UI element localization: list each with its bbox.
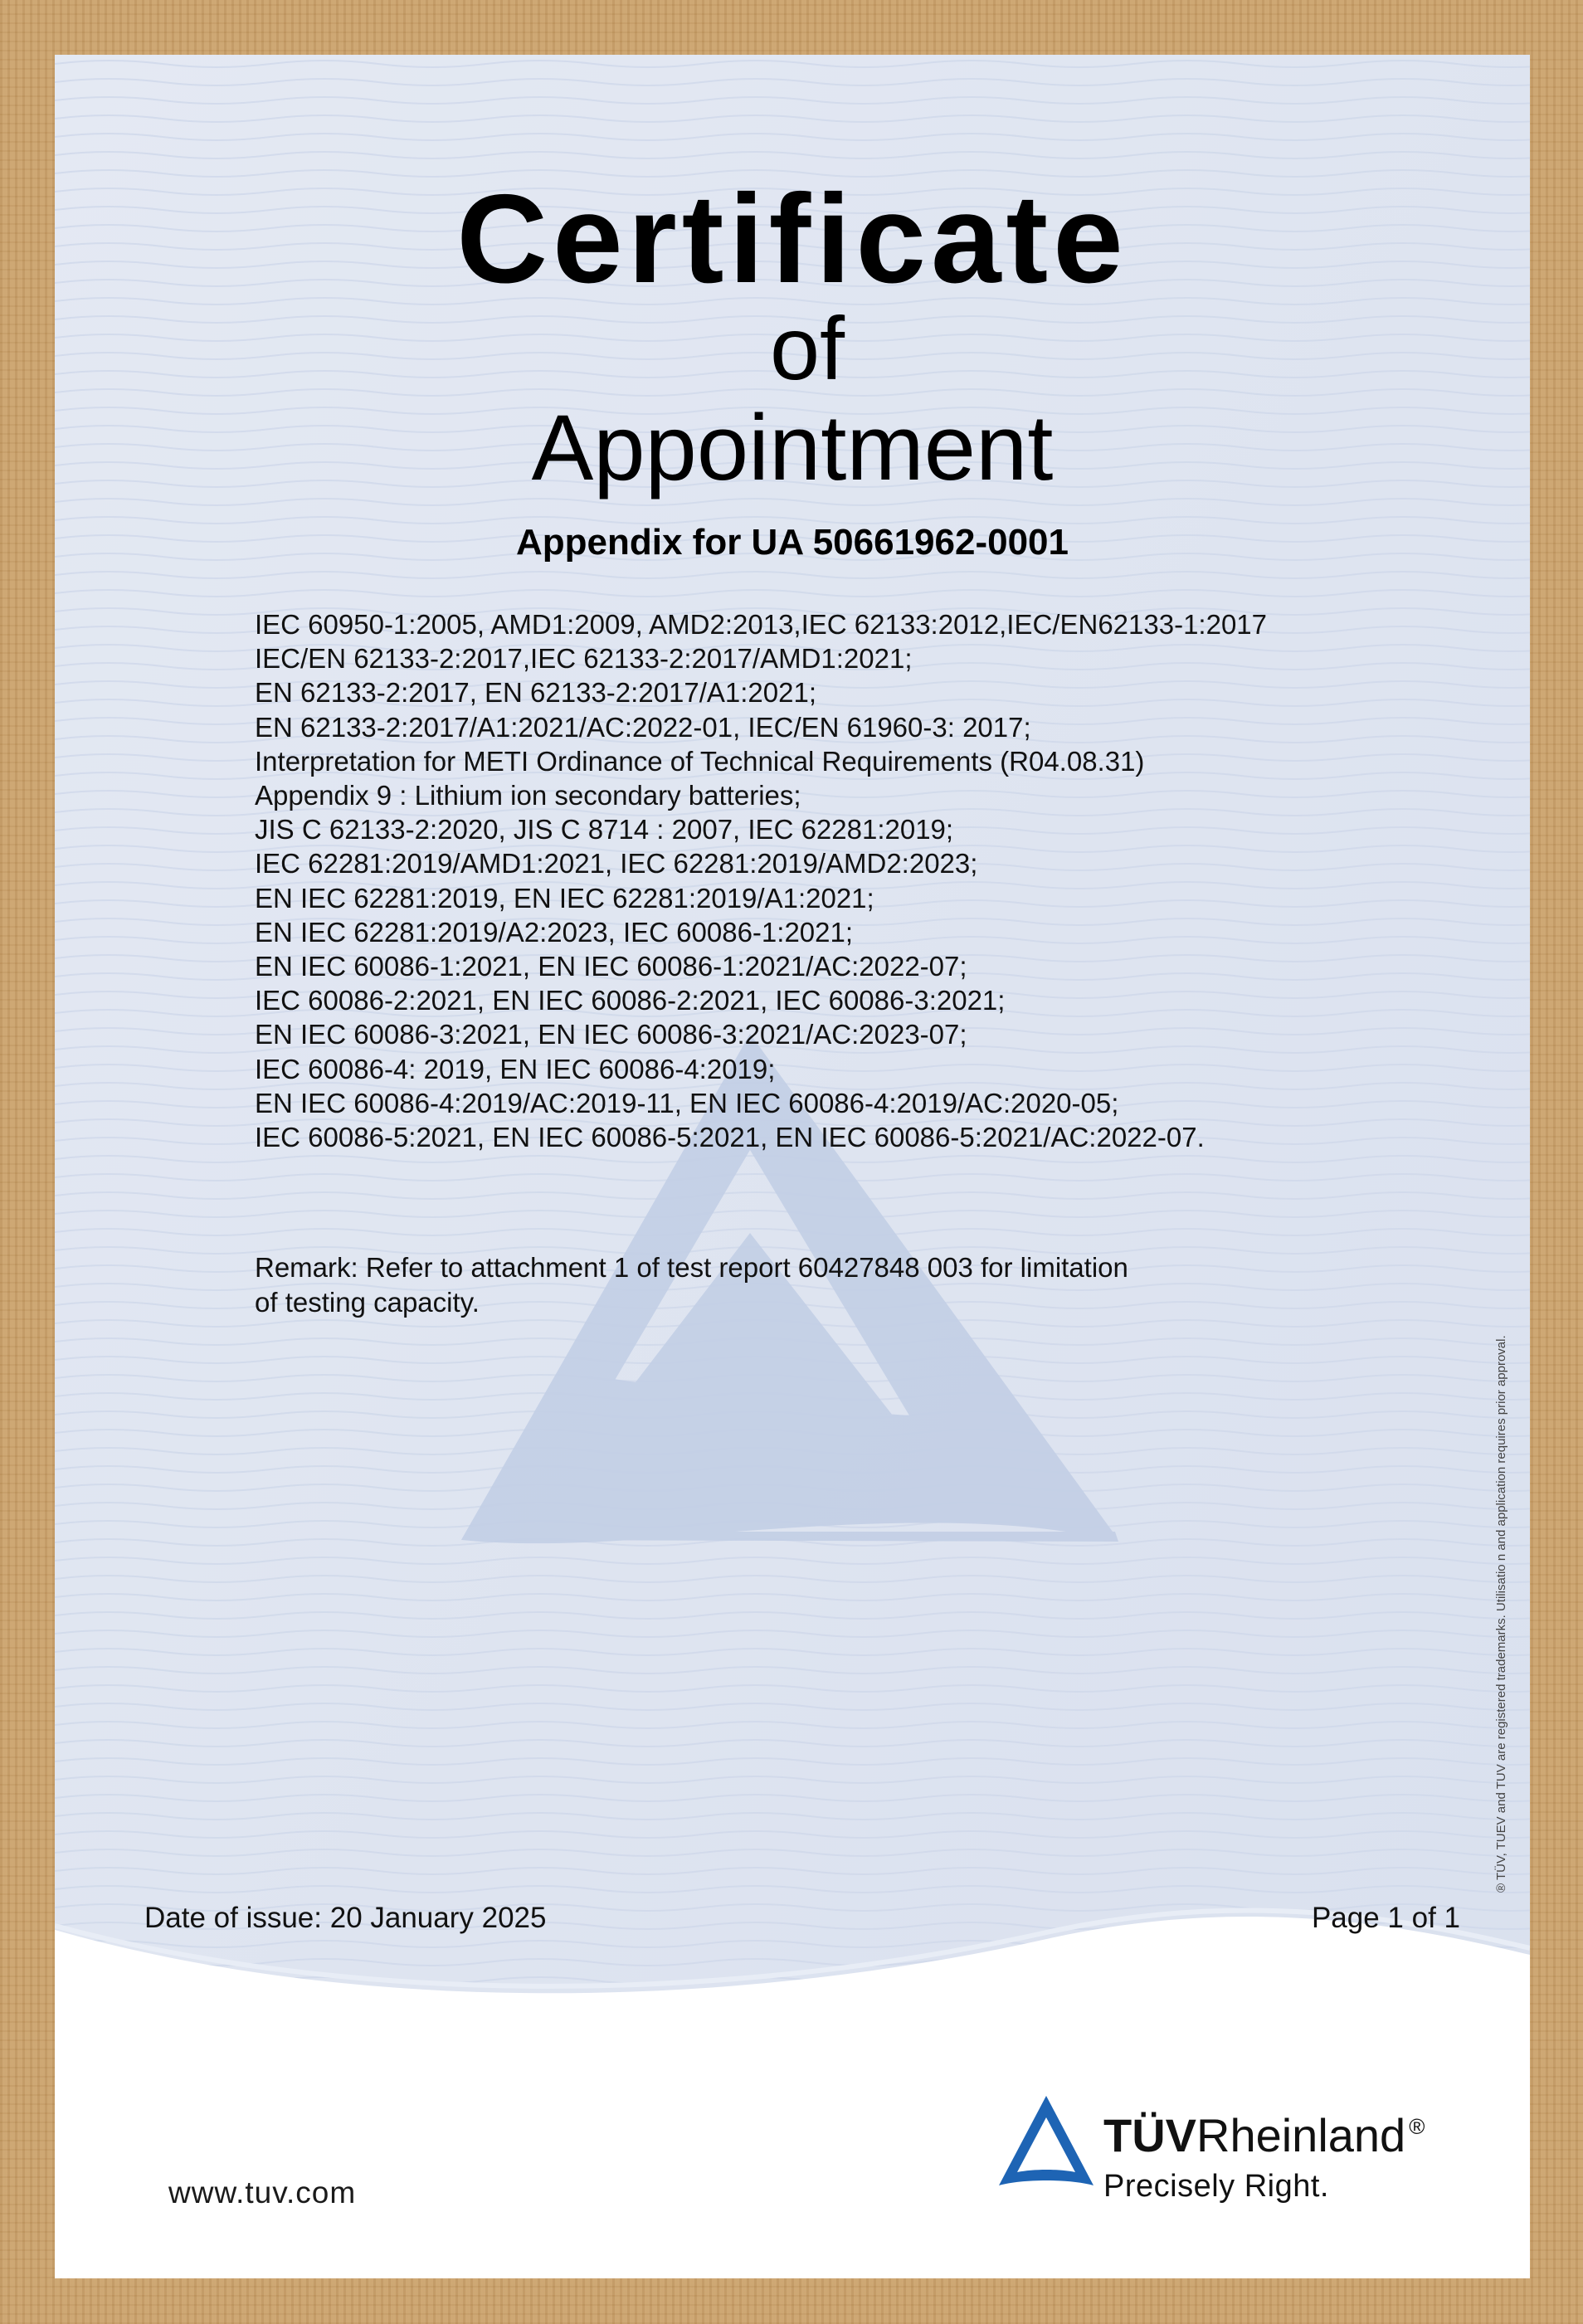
standards-list [255,607,1433,1154]
brand-tuv: TÜV [1103,2109,1196,2161]
standard-line: IEC 60086-2:2021, EN IEC 60086-2:2021, IEC 60086-3:2021; [255,985,1006,1016]
standard-line: IEC/EN 62133-2:2017,IEC 62133-2:2017/AMD1:2021; [255,643,913,675]
brand-tagline: Precisely Right. [1103,2169,1329,2204]
brand-rheinland: Rheinland [1196,2109,1406,2161]
standard-line: EN IEC 62281:2019/A2:2023, IEC 60086-1:2021; [255,916,854,948]
remark-line-1: Remark: Refer to attachment 1 of test report 60427848 003 for limitation [255,1252,1128,1283]
standard-line: EN 62133-2:2017, EN 62133-2:2017/A1:2021; [255,677,817,709]
appendix-heading: Appendix for UA 50661962-0001 [516,522,1069,563]
date-of-issue: Date of issue: 20 January 2025 [144,1902,547,1934]
standard-line: IEC 60950-1:2005, AMD1:2009, AMD2:2013,IEC 62133:2012,IEC/EN62133-1:2017 [255,609,1268,640]
standard-line: Interpretation for METI Ordinance of Technical Requirements (R04.08.31) [255,745,1145,777]
brand-name [1103,2109,1425,2161]
tuv-triangle-logo-icon [996,2093,1097,2192]
certificate-title-of: of [769,298,845,398]
page-number: Page 1 of 1 [1311,1902,1460,1934]
tuv-rheinland-brand [1103,2109,1425,2204]
website-link[interactable]: www.tuv.com [168,2175,357,2210]
standard-line: JIS C 62133-2:2020, JIS C 8714 : 2007, IEC 62281:2019; [255,814,954,845]
remark-line-2: of testing capacity. [255,1287,480,1318]
standard-line: EN IEC 60086-1:2021, EN IEC 60086-1:2021/AC:2022-07; [255,951,967,982]
remark [255,1250,1433,1320]
standard-line: IEC 60086-5:2021, EN IEC 60086-5:2021, EN IEC 60086-5:2021/AC:2022-07. [255,1122,1205,1153]
standard-line: EN IEC 60086-3:2021, EN IEC 60086-3:2021/AC:2023-07; [255,1019,967,1050]
trademark-note: ® TÜV, TUEV and TUV are registered trademarks. Utilisatio n and application requires prior approval. [1494,1335,1508,1893]
standard-line: EN IEC 62281:2019, EN IEC 62281:2019/A1:2021; [255,882,874,914]
standard-line: Appendix 9 : Lithium ion secondary batteries; [255,780,801,811]
certificate-title: Certificate [456,168,1128,309]
certificate-page [55,55,1530,2278]
standard-line: IEC 60086-4: 2019, EN IEC 60086-4:2019; [255,1053,776,1084]
standard-line: EN 62133-2:2017/A1:2021/AC:2022-01, IEC/EN 61960-3: 2017; [255,711,1031,743]
registered-mark: ® [1409,2114,1425,2139]
standard-line: EN IEC 60086-4:2019/AC:2019-11, EN IEC 60086-4:2019/AC:2020-05; [255,1087,1119,1118]
standard-line: IEC 62281:2019/AMD1:2021, IEC 62281:2019/AMD2:2023; [255,848,978,879]
certificate-title-appointment: Appointment [531,396,1054,499]
